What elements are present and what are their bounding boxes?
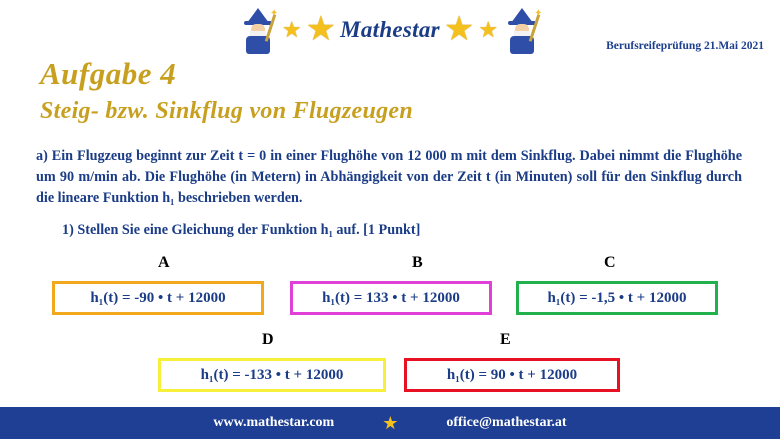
option-box-d[interactable]: h₁(t) = -133 • t + 12000 <box>158 358 386 392</box>
footer-website[interactable]: www.mathestar.com <box>213 415 335 430</box>
option-letter-e: E <box>500 331 511 348</box>
option-letter-b: B <box>412 254 423 271</box>
option-box-e[interactable]: h₁(t) = 90 • t + 12000 <box>404 358 620 392</box>
star-icon-left-small: ★ <box>281 17 302 42</box>
page-subtitle: Steig- bzw. Sinkflug von Flugzeugen <box>40 98 414 124</box>
option-letter-d: D <box>262 331 274 348</box>
page-title: Aufgabe 4 <box>40 56 177 91</box>
footer-bar <box>0 407 780 439</box>
star-icon-right-small: ★ <box>478 17 499 42</box>
star-icon-right: ★ <box>443 11 475 48</box>
option-box-a[interactable]: h₁(t) = -90 • t + 12000 <box>52 281 264 315</box>
option-box-c[interactable]: h₁(t) = -1,5 • t + 12000 <box>516 281 718 315</box>
star-icon-left: ★ <box>305 11 337 48</box>
option-box-b[interactable]: h₁(t) = 133 • t + 12000 <box>290 281 492 315</box>
wizard-icon-right: ✦ <box>502 6 542 54</box>
footer-email[interactable]: office@mathestar.at <box>446 415 567 430</box>
exam-note: Berufsreifeprüfung 21.Mai 2021 <box>606 40 764 52</box>
option-letter-a: A <box>158 254 170 271</box>
option-letter-c: C <box>604 254 616 271</box>
brand-title: Mathestar <box>340 17 440 42</box>
wizard-icon-left: ✦ <box>238 6 278 54</box>
star-icon-footer: ★ <box>382 413 399 433</box>
task-paragraph: a) Ein Flugzeug beginnt zur Zeit t = 0 in einer Flughöhe von 12 000 m mit dem Sinkflug. Dabei nimmt die Flughöhe um 90 m/min ab. Die Flughöhe (in Metern) in Abhängigkeit von der Zeit t (in Minuten) soll für den Sinkflug durch die lineare Funktion h₁ beschrieben werden. <box>36 148 742 206</box>
task-question: 1) Stellen Sie eine Gleichung der Funktion h₁ auf. [1 Punkt] <box>62 222 421 238</box>
